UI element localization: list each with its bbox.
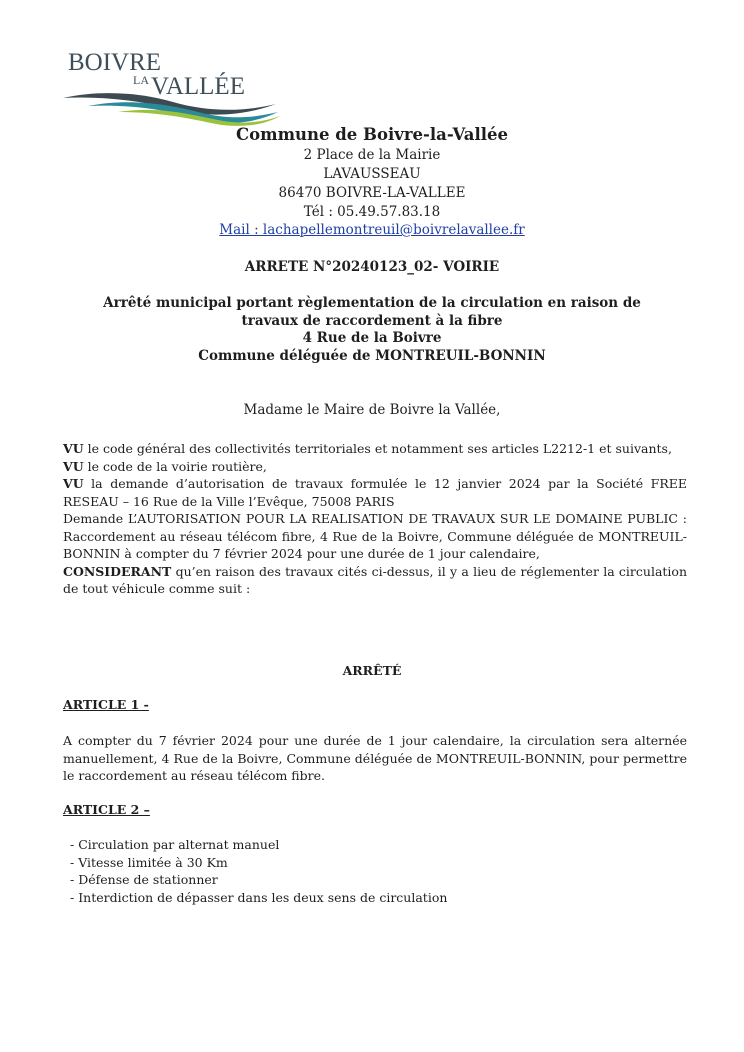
considerant-text: le code de la voirie routière, — [83, 458, 267, 474]
mail-link[interactable]: Mail : lachapellemontreuil@boivrelavallee.fr — [219, 222, 525, 238]
considerant-text: qu’en raison des travaux cités ci-dessus, il y a lieu de réglementer la circulation de tout véhicule comme suit : — [63, 563, 687, 596]
list-item: - Vitesse limitée à 30 Km — [70, 854, 447, 872]
boivre-la-vallee-logo — [58, 46, 283, 126]
considerant-lead: VU — [63, 458, 84, 474]
list-item: - Circulation par alternat manuel — [70, 836, 447, 854]
considerant-lead: VU — [63, 476, 84, 491]
considerants-block — [63, 440, 687, 598]
phone-line: Tél : 05.49.57.83.18 — [303, 204, 441, 220]
article-1-heading: ARTICLE 1 - — [63, 697, 149, 712]
arrete-number: ARRETE N°20240123_02- VOIRIE — [244, 259, 500, 275]
considerant-paragraph — [63, 458, 687, 476]
address-line: 2 Place de la Mairie — [303, 147, 441, 163]
considerant-text: la demande d’autorisation de travaux formulée le 12 janvier 2024 par la Société FREE RESEAU – 16 Rue de la Ville l’Evêque, 75008 PARIS — [63, 476, 687, 509]
subject-line: 4 Rue de la Boivre — [302, 330, 442, 346]
article-1-body — [63, 732, 687, 785]
logo-line2-small: LA — [133, 73, 149, 87]
article-1-text: A compter du 7 février 2024 pour une durée de 1 jour calendaire, la circulation sera alternée manuellement, 4 Rue de la Boivre, Commune déléguée de MONTREUIL-BONNIN, pour permettre le raccordement au réseau télécom fibre. — [63, 733, 687, 783]
considerant-lead: VU — [63, 441, 84, 456]
address-block — [0, 146, 744, 222]
address-line: LAVAUSSEAU — [323, 166, 421, 182]
considerant-paragraph — [63, 475, 687, 510]
considerant-paragraph — [63, 510, 687, 563]
subject-line: travaux de raccordement à la fibre — [241, 312, 503, 329]
subject-line: Arrêté municipal portant règlementation de la circulation en raison de — [103, 295, 641, 311]
logo-line1: BOIVRE — [68, 49, 162, 76]
considerant-text: le code général des collectivités territoriales et notamment ses articles L2212-1 et suivants, — [83, 441, 672, 456]
considerant-lead: CONSIDERANT — [63, 563, 172, 579]
list-item: - Interdiction de dépasser dans les deux sens de circulation — [70, 889, 447, 907]
arrete-subject — [60, 295, 684, 365]
logo-line2: VALLÉE — [151, 73, 245, 100]
subject-line: Commune déléguée de MONTREUIL-BONNIN — [198, 347, 546, 364]
address-line: 86470 BOIVRE-LA-VALLEE — [278, 185, 466, 201]
article-2-list — [70, 836, 447, 906]
list-item: - Défense de stationner — [70, 871, 447, 889]
arrete-title: ARRÊTÉ — [342, 663, 402, 678]
considerant-text: Demande L’AUTORISATION POUR LA REALISATION DE TRAVAUX SUR LE DOMAINE PUBLIC : Raccordement au réseau télécom fibre, 4 Rue de la Boivre, Commune déléguée de MONTREUIL-BONNIN à compter du 7 février 2024 pour une durée de 1 jour calendaire, — [63, 511, 687, 561]
commune-name: Commune de Boivre-la-Vallée — [235, 125, 509, 144]
article-2-heading: ARTICLE 2 – — [63, 802, 150, 817]
considerant-paragraph — [63, 563, 687, 598]
considerant-paragraph — [63, 440, 687, 458]
greeting: Madame le Maire de Boivre la Vallée, — [243, 402, 501, 418]
